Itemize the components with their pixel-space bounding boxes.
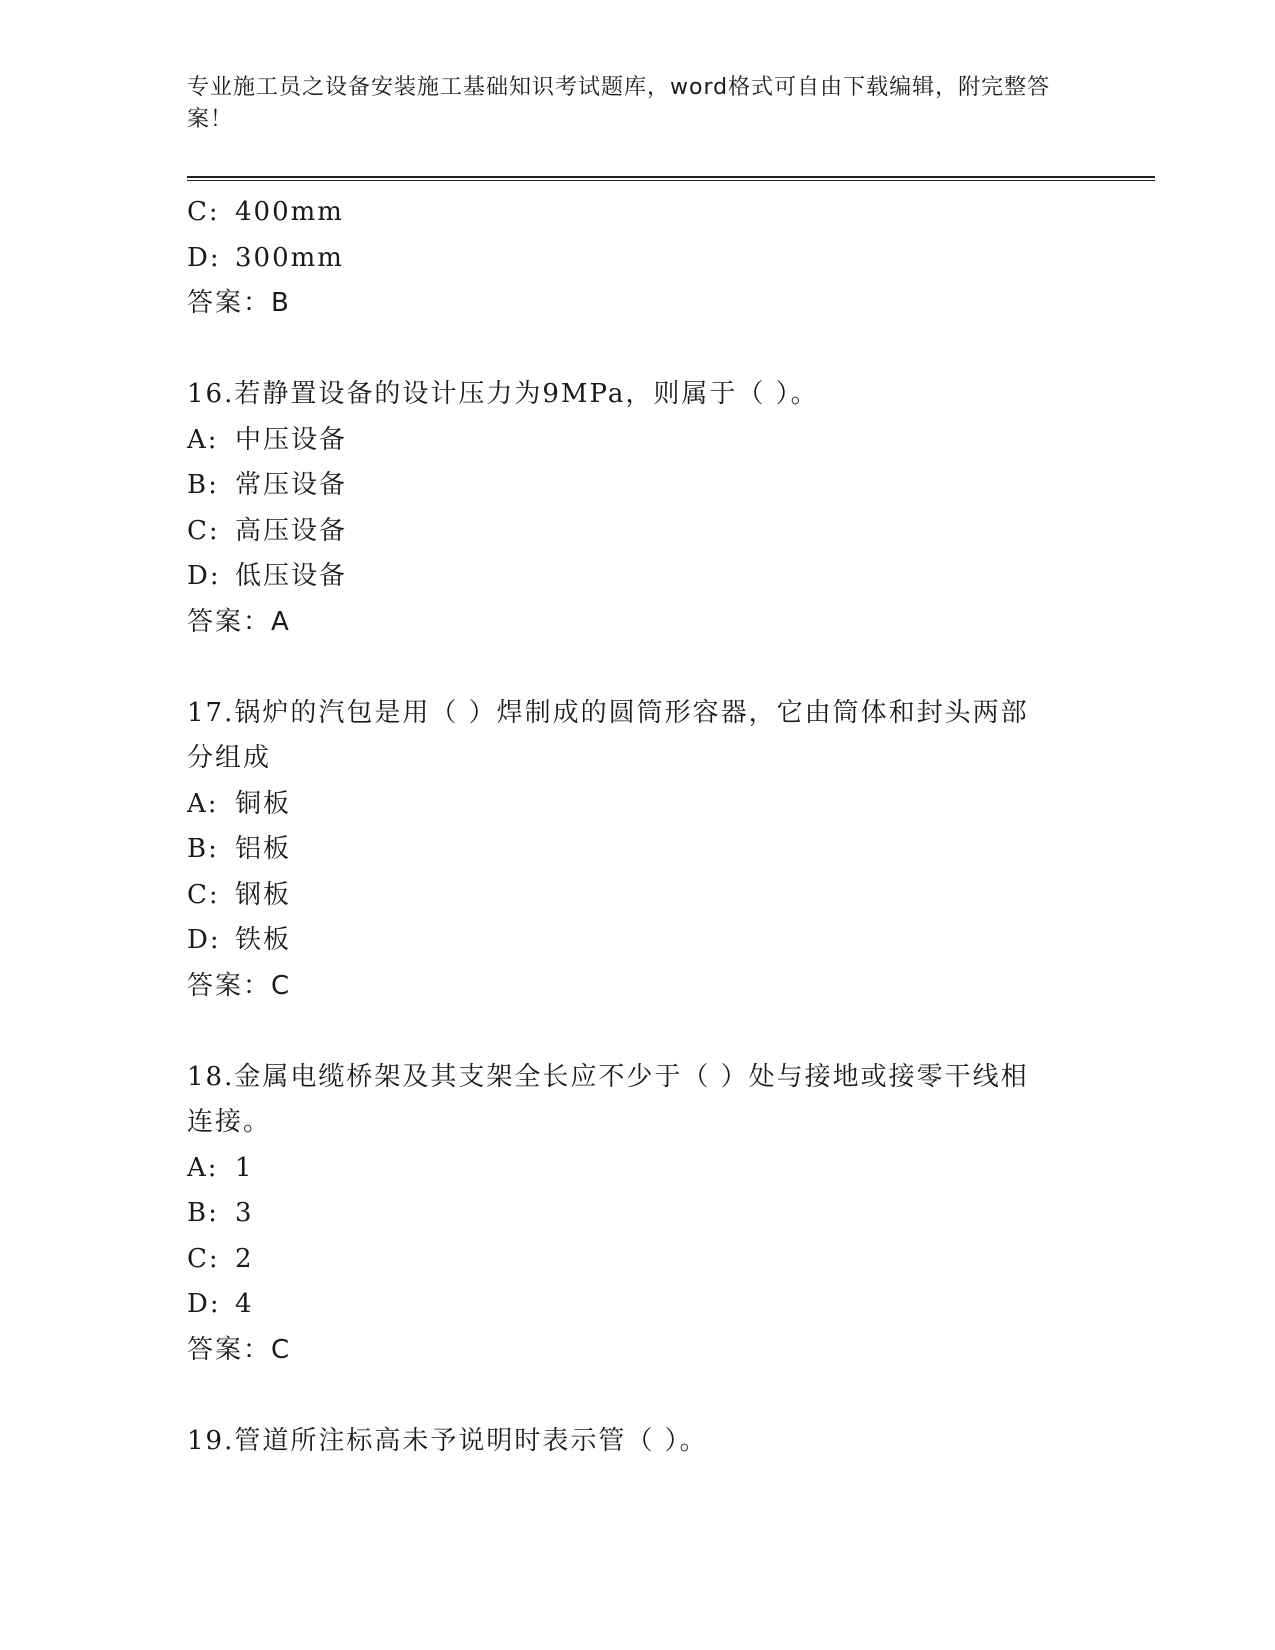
option-label: C: — [187, 879, 220, 910]
option-label: D: — [187, 561, 221, 591]
question-content — [187, 190, 1087, 1464]
option-text: 高压设备 — [235, 515, 348, 546]
q18-option-d — [187, 1282, 1087, 1328]
option-label: C: — [187, 515, 220, 546]
spacer — [187, 1009, 1087, 1055]
q17-question-line2: 分组成 — [187, 743, 272, 773]
option-label: A: — [187, 1152, 219, 1183]
spacer — [187, 327, 1087, 373]
q15-option-d — [187, 236, 1087, 282]
option-label: A: — [187, 788, 219, 819]
option-text: 常压设备 — [235, 470, 348, 500]
option-label: C: — [187, 1243, 220, 1274]
q17-answer: 答案：C — [187, 970, 292, 1001]
option-label: D: — [187, 242, 221, 273]
spacer — [187, 1373, 1087, 1419]
q17-question-line1: 17.锅炉的汽包是用（ ）焊制成的圆筒形容器，它由筒体和封头两部 — [187, 697, 1029, 728]
q18-option-a — [187, 1146, 1087, 1192]
option-label: B: — [187, 1198, 219, 1228]
option-text: 铝板 — [235, 834, 292, 864]
q17-option-d — [187, 918, 1087, 964]
q18-question-line2: 连接。 — [187, 1107, 272, 1137]
q18-option-c — [187, 1237, 1087, 1283]
q17-option-b — [187, 827, 1087, 873]
option-text: 铜板 — [235, 788, 292, 819]
option-label: D: — [187, 925, 221, 955]
q16-answer: 答案：A — [187, 606, 291, 637]
q18-question-line1: 18.金属电缆桥架及其支架全长应不少于（ ）处与接地或接零干线相 — [187, 1061, 1029, 1092]
option-text: 低压设备 — [235, 561, 348, 591]
q16-option-a — [187, 418, 1087, 464]
option-text: 2 — [235, 1243, 254, 1274]
option-text: 4 — [235, 1289, 254, 1319]
option-text: 1 — [235, 1152, 254, 1183]
q15-option-c — [187, 190, 1087, 236]
q18-answer: 答案：C — [187, 1334, 292, 1365]
option-label: B: — [187, 470, 219, 500]
option-label: C: — [187, 197, 220, 227]
option-text: 400mm — [235, 197, 344, 227]
option-text: 铁板 — [235, 925, 292, 955]
q17-option-a — [187, 782, 1087, 828]
q16-option-b — [187, 463, 1087, 509]
q16-option-c — [187, 509, 1087, 555]
option-text: 300mm — [235, 242, 344, 273]
option-text: 3 — [235, 1198, 254, 1228]
document-header: 专业施工员之设备安装施工基础知识考试题库，word格式可自由下载编辑，附完整答案！ — [187, 75, 1051, 132]
spacer — [187, 645, 1087, 691]
option-text: 钢板 — [235, 879, 292, 910]
q17-option-c — [187, 873, 1087, 919]
option-label: A: — [187, 424, 219, 455]
option-label: D: — [187, 1289, 221, 1319]
q16-option-d — [187, 554, 1087, 600]
q15-answer: 答案：B — [187, 288, 291, 318]
option-label: B: — [187, 834, 219, 864]
header-rule — [187, 176, 1155, 181]
q18-option-b — [187, 1191, 1087, 1237]
q16-question: 16.若静置设备的设计压力为9MPa，则属于（ ）。 — [187, 379, 819, 409]
q19-question: 19.管道所注标高未予说明时表示管（ ）。 — [187, 1425, 708, 1456]
option-text: 中压设备 — [235, 424, 348, 455]
